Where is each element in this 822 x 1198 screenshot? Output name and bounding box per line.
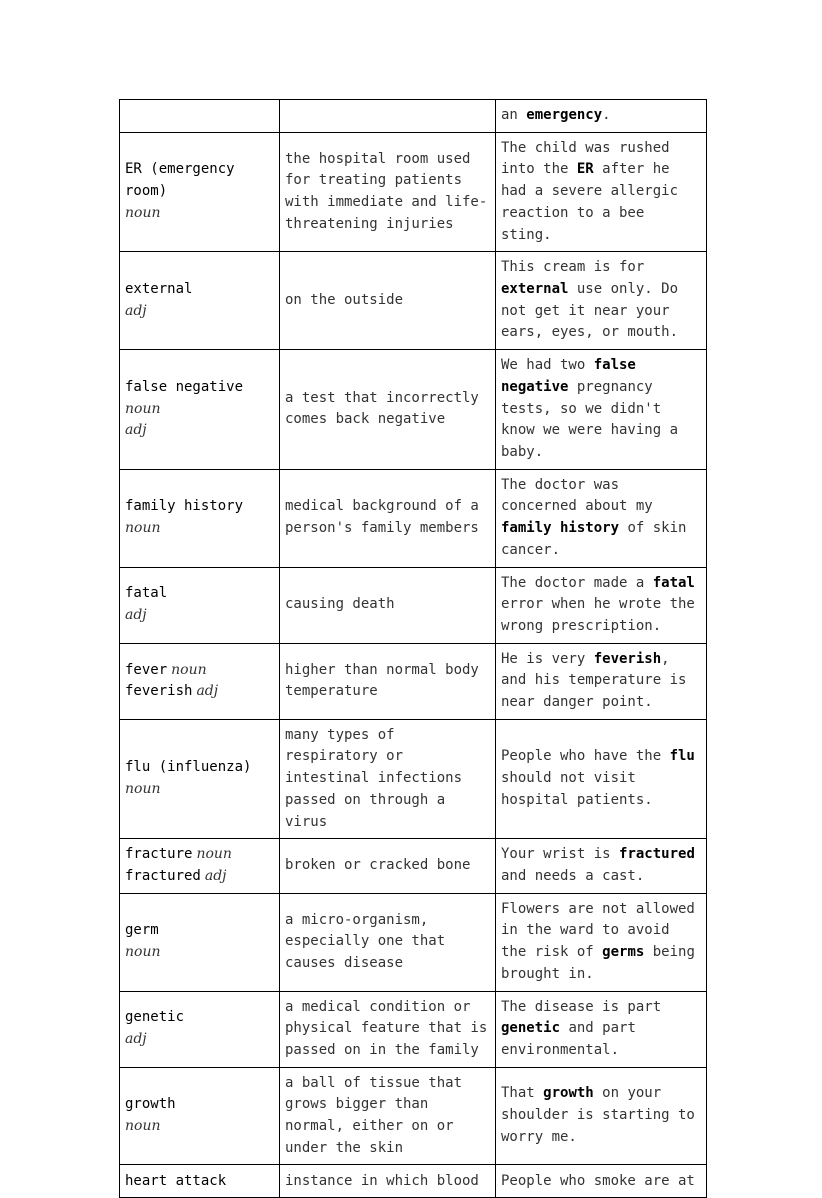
example-text: on your shoulder is starting to worry me. (501, 1085, 695, 1145)
glossary-row (120, 469, 707, 567)
glossary-row (120, 100, 707, 133)
example-text: and needs a cast. (501, 867, 645, 884)
example-text: should not visit hospital patients. (501, 770, 653, 808)
glossary-row (120, 567, 707, 643)
part-of-speech: noun (196, 846, 232, 863)
glossary-row (120, 839, 707, 893)
definition-cell: a test that incorrectly comes back negative (280, 350, 496, 470)
glossary-row (120, 1165, 707, 1198)
glossary-row (120, 991, 707, 1067)
term-cell (120, 567, 280, 643)
term-cell (120, 893, 280, 991)
example-cell (496, 1165, 707, 1198)
term-line (125, 496, 274, 518)
term-cell (120, 469, 280, 567)
term-word: genetic (125, 1009, 185, 1026)
example-cell (496, 893, 707, 991)
glossary-row (120, 719, 707, 839)
definition-cell: a micro-organism, especially one that causes disease (280, 893, 496, 991)
part-of-speech: adj (125, 607, 147, 624)
term-cell (120, 1067, 280, 1165)
example-text: That (501, 1085, 544, 1102)
term-cell (120, 839, 280, 893)
term-word: fever (125, 661, 168, 678)
glossary-row (120, 350, 707, 470)
term-cell (120, 100, 280, 133)
highlighted-term: fatal (652, 574, 695, 591)
definition-cell: higher than normal body temperature (280, 643, 496, 719)
part-of-speech: adj (196, 683, 219, 700)
highlighted-term: flu (669, 748, 695, 765)
term-word: ER (emergency room) (125, 161, 235, 200)
example-cell (496, 567, 707, 643)
term-line (125, 583, 274, 605)
highlighted-term: genetic (501, 1020, 561, 1037)
example-cell (496, 719, 707, 839)
term-cell (120, 350, 280, 470)
example-text: The doctor was concerned about my (501, 476, 653, 515)
term-word: growth (125, 1096, 176, 1113)
example-text: after he had a severe allergic reaction to a bee sting. (501, 161, 679, 243)
term-cell (120, 132, 280, 252)
example-text: use only. Do not get it near your ears, eyes, or mouth. (501, 281, 679, 341)
term-word: feverish (125, 683, 193, 700)
example-text: and part environmental. (501, 1020, 636, 1058)
definition-cell: many types of respiratory or intestinal infections passed on through a virus (280, 719, 496, 839)
term-line (125, 866, 274, 888)
definition-cell: medical background of a person's family members (280, 469, 496, 567)
example-text: The disease is part (501, 998, 662, 1015)
glossary-table (119, 99, 707, 1198)
highlighted-term: external (501, 281, 569, 298)
part-of-speech: noun (171, 661, 207, 678)
highlighted-term: feverish (593, 650, 662, 667)
glossary-row (120, 132, 707, 252)
term-word: false negative (125, 378, 244, 395)
example-cell (496, 252, 707, 350)
term-word: external (125, 281, 193, 298)
example-text: of skin cancer. (501, 520, 687, 558)
term-line (125, 1007, 274, 1029)
glossary-row (120, 1067, 707, 1165)
term-word: fatal (125, 585, 168, 602)
term-word: family history (125, 498, 244, 515)
term-line (125, 660, 274, 682)
term-line (125, 1171, 274, 1193)
term-line (125, 844, 274, 866)
example-text: The child was rushed into the (501, 139, 670, 178)
term-line (125, 159, 274, 202)
part-of-speech: noun (125, 400, 161, 417)
highlighted-term: ER (576, 161, 594, 178)
example-text: , and his temperature is near danger point. (501, 650, 687, 711)
definition-cell: broken or cracked bone (280, 839, 496, 893)
part-of-speech: adj (125, 422, 147, 439)
definition-cell (280, 100, 496, 133)
definition-cell: causing death (280, 567, 496, 643)
term-cell (120, 991, 280, 1067)
term-line (125, 1094, 274, 1116)
term-line (125, 377, 274, 399)
example-text: . (602, 107, 611, 123)
definition-cell: a ball of tissue that grows bigger than normal, either on or under the skin (280, 1067, 496, 1165)
definition-cell: a medical condition or physical feature that is passed on in the family (280, 991, 496, 1067)
term-word: germ (125, 922, 159, 939)
term-word: fracture (125, 846, 193, 863)
example-text: being brought in. (501, 944, 695, 982)
term-cell (120, 1165, 280, 1198)
part-of-speech: adj (125, 302, 147, 319)
example-text: We had two (501, 357, 594, 374)
part-of-speech: noun (125, 944, 161, 961)
term-line (125, 920, 274, 942)
example-text: error when he wrote the wrong prescription. (501, 596, 695, 634)
glossary-body (120, 100, 707, 1198)
example-text: People who smoke are at (501, 1172, 695, 1189)
example-cell (496, 1067, 707, 1165)
example-text: This cream is for (501, 259, 645, 276)
example-cell (496, 991, 707, 1067)
term-cell (120, 719, 280, 839)
part-of-speech: noun (125, 520, 161, 537)
example-text: Your wrist is (501, 846, 620, 863)
example-text: pregnancy tests, so we didn't know we were having a baby. (501, 378, 679, 461)
example-cell (496, 469, 707, 567)
example-text: Flowers are not allowed in the ward to avoid the risk of (501, 900, 695, 961)
example-cell (496, 132, 707, 252)
example-cell (496, 350, 707, 470)
term-line (125, 757, 274, 779)
example-text: People who have the (501, 748, 670, 765)
highlighted-term: germs (602, 944, 645, 961)
example-cell (496, 100, 707, 133)
example-text: He is very (501, 650, 594, 667)
term-line (125, 279, 274, 301)
example-text: an (501, 107, 527, 123)
term-cell (120, 643, 280, 719)
part-of-speech: noun (125, 1118, 161, 1135)
part-of-speech: adj (204, 867, 227, 884)
highlighted-term: false negative (501, 357, 636, 395)
glossary-row (120, 643, 707, 719)
highlighted-term: fractured (619, 846, 695, 863)
glossary-row (120, 893, 707, 991)
definition-cell: the hospital room used for treating patients with immediate and life-threatening injuries (280, 132, 496, 252)
term-word: flu (influenza) (125, 759, 252, 776)
part-of-speech: noun (125, 204, 161, 221)
part-of-speech: noun (125, 781, 161, 798)
example-cell (496, 643, 707, 719)
highlighted-term: emergency (526, 107, 603, 123)
term-word: fractured (125, 867, 201, 884)
glossary-row (120, 252, 707, 350)
definition-cell: instance in which blood (280, 1165, 496, 1198)
part-of-speech: adj (125, 1031, 147, 1048)
highlighted-term: growth (543, 1085, 594, 1102)
example-cell (496, 839, 707, 893)
example-text: The doctor made a (501, 574, 653, 591)
definition-cell: on the outside (280, 252, 496, 350)
term-line (125, 681, 274, 703)
highlighted-term: family history (501, 520, 620, 537)
term-cell (120, 252, 280, 350)
term-word: heart attack (125, 1172, 227, 1189)
